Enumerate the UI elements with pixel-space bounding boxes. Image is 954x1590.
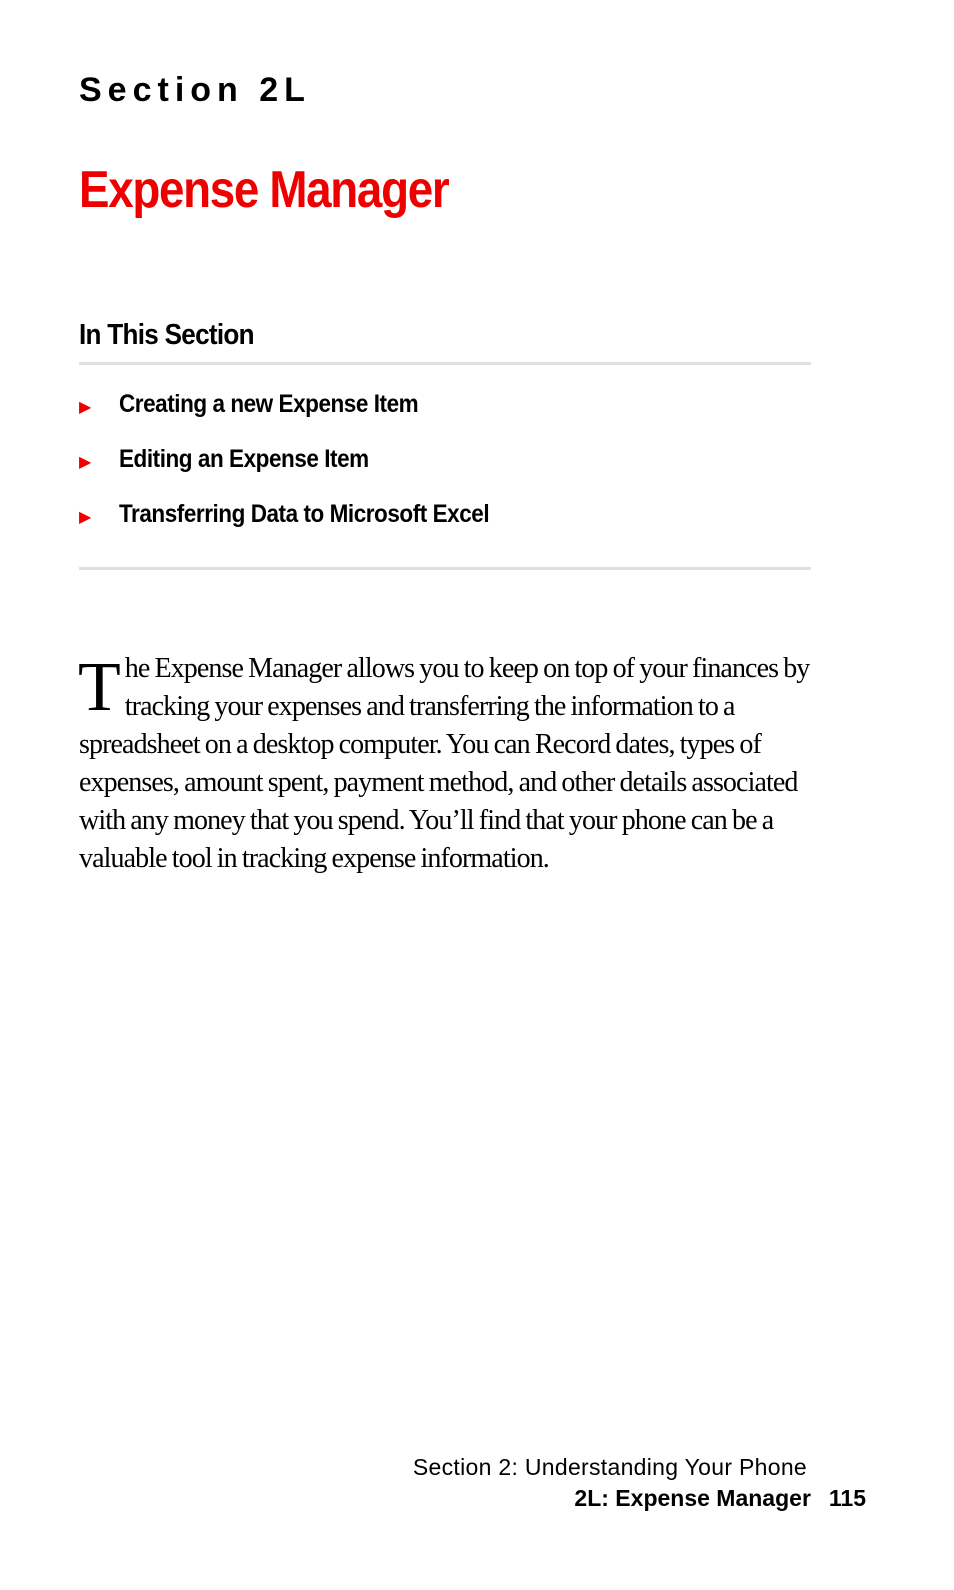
list-item[interactable] <box>79 496 811 551</box>
page-title: Expense Manager <box>79 161 449 219</box>
right-triangle-icon: ▶ <box>79 397 92 416</box>
right-triangle-icon: ▶ <box>79 452 92 471</box>
section-contents-list <box>79 386 811 551</box>
list-item[interactable] <box>79 386 811 441</box>
intro-text: he Expense Manager allows you to keep on top of your finances by tracking your expenses and transferring the information to a spreadsheet on a desktop computer. You can Record dates, types of expenses, amount spent, payment method, and other details associated with any money that you spend. You’ll find that your phone can be a valuable tool in tracking expense information. <box>79 653 810 874</box>
page-number: 115 <box>828 1485 866 1511</box>
right-triangle-icon: ▶ <box>79 507 92 526</box>
in-this-section-heading: In This Section <box>79 319 254 351</box>
intro-paragraph <box>79 650 814 878</box>
list-item-label: Editing an Expense Item <box>119 445 369 473</box>
drop-cap: T <box>78 649 121 726</box>
section-label: Section 2L <box>79 71 311 109</box>
footer-section-title: Section 2: Understanding Your Phone <box>412 1454 807 1480</box>
list-item-label: Creating a new Expense Item <box>119 390 419 418</box>
list-item-label: Transferring Data to Microsoft Excel <box>119 500 490 528</box>
footer-chapter <box>574 1483 866 1513</box>
footer-chapter-title: 2L: Expense Manager <box>574 1485 811 1511</box>
list-item[interactable] <box>79 441 811 496</box>
top-divider <box>79 362 811 365</box>
bottom-divider <box>79 567 811 570</box>
